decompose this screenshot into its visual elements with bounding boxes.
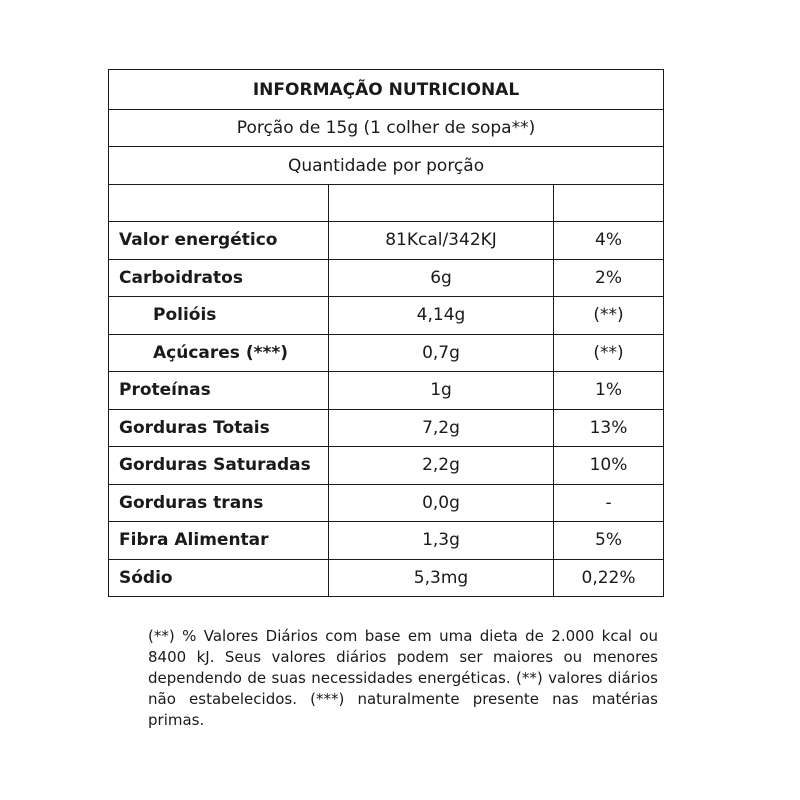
daily-value-percent: 5%: [554, 522, 664, 560]
blank-header-row: [109, 185, 664, 222]
nutrient-row: [109, 559, 664, 597]
title-row: [109, 70, 664, 110]
nutrient-row: [109, 484, 664, 522]
portion-row: [109, 110, 664, 147]
nutrient-amount: 4,14g: [329, 297, 554, 335]
nutrient-row: [109, 447, 664, 485]
nutrient-amount: 0,7g: [329, 334, 554, 372]
daily-value-percent: 2%: [554, 259, 664, 297]
nutrient-name: Sódio: [109, 559, 329, 597]
nutrient-amount: 0,0g: [329, 484, 554, 522]
daily-value-percent: (**): [554, 297, 664, 335]
nutrient-row: [109, 409, 664, 447]
nutrition-facts-table: [108, 69, 664, 597]
daily-value-percent: 0,22%: [554, 559, 664, 597]
nutrient-row: [109, 334, 664, 372]
nutrient-row: [109, 297, 664, 335]
nutrient-amount: 6g: [329, 259, 554, 297]
nutrient-amount: 7,2g: [329, 409, 554, 447]
blank-cell: [554, 185, 664, 222]
quantity-header: Quantidade por porção: [109, 147, 664, 185]
daily-value-percent: 1%: [554, 372, 664, 410]
nutrient-amount: 1g: [329, 372, 554, 410]
nutrient-name: Polióis: [109, 297, 329, 335]
portion-size: Porção de 15g (1 colher de sopa**): [109, 110, 664, 147]
nutrient-row: [109, 259, 664, 297]
nutrient-row: [109, 522, 664, 560]
nutrient-amount: 2,2g: [329, 447, 554, 485]
nutrient-amount: 81Kcal/342KJ: [329, 222, 554, 260]
blank-cell: [109, 185, 329, 222]
footnote: (**) % Valores Diários com base em uma dieta de 2.000 kcal ou 8400 kJ. Seus valores diários podem ser maiores ou menores dependendo de suas necessidades energéticas. (**) valores diários não estabelecidos. (***) naturalmente presente nas matérias primas.: [148, 627, 658, 729]
nutrient-name: Carboidratos: [109, 259, 329, 297]
quantity-row: [109, 147, 664, 185]
nutrient-name: Gorduras Saturadas: [109, 447, 329, 485]
nutrient-row: [109, 372, 664, 410]
nutrient-name: Proteínas: [109, 372, 329, 410]
daily-value-percent: -: [554, 484, 664, 522]
table-title: INFORMAÇÃO NUTRICIONAL: [109, 70, 664, 110]
daily-value-percent: 10%: [554, 447, 664, 485]
daily-value-percent: 13%: [554, 409, 664, 447]
daily-value-percent: 4%: [554, 222, 664, 260]
nutrient-name: Gorduras trans: [109, 484, 329, 522]
nutrient-name: Açúcares (***): [109, 334, 329, 372]
nutrient-name: Fibra Alimentar: [109, 522, 329, 560]
nutrient-name: Valor energético: [109, 222, 329, 260]
nutrient-name: Gorduras Totais: [109, 409, 329, 447]
nutrient-amount: 1,3g: [329, 522, 554, 560]
blank-cell: [329, 185, 554, 222]
nutrient-row: [109, 222, 664, 260]
nutrient-amount: 5,3mg: [329, 559, 554, 597]
daily-value-percent: (**): [554, 334, 664, 372]
